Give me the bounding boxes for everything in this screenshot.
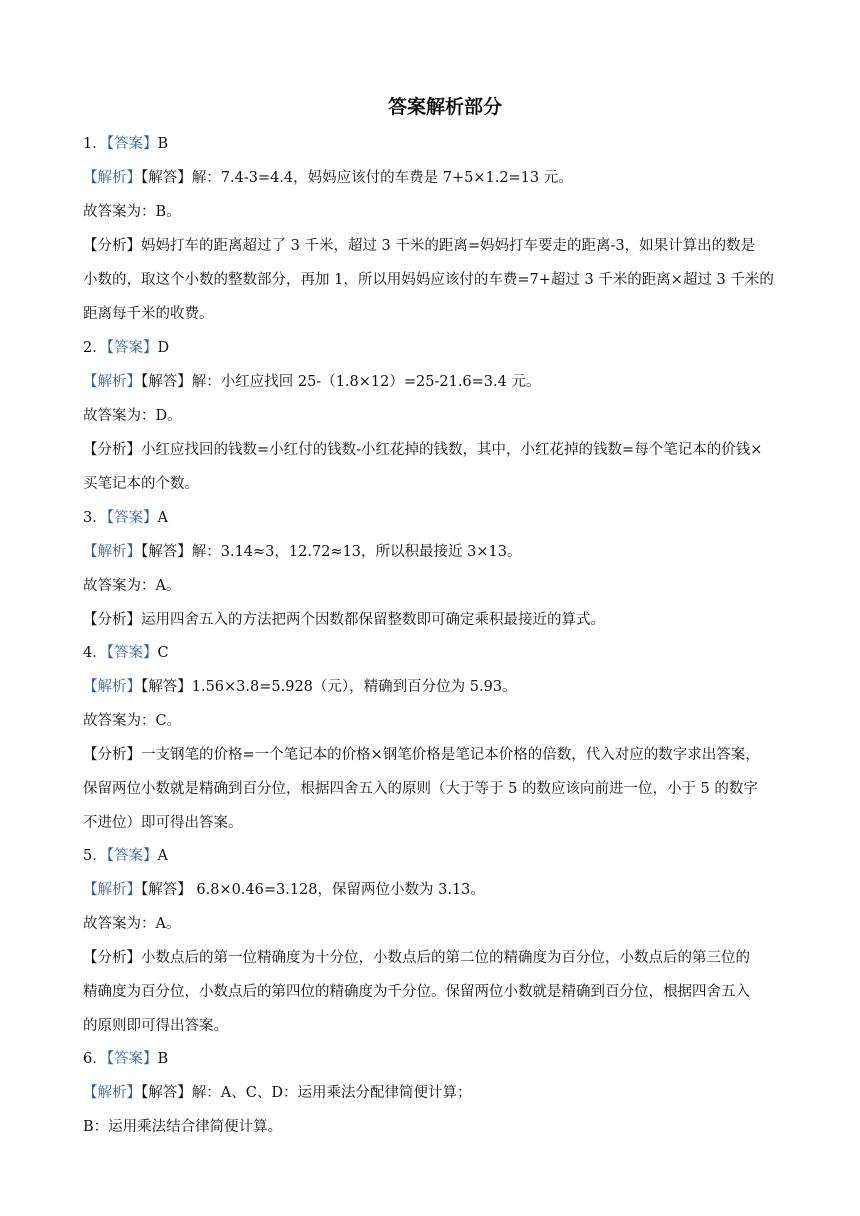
answer-value: B <box>157 136 169 152</box>
analysis-4-line-3: 不进位）即可得出答案。 <box>83 815 243 831</box>
answer-tag: 【答案】 <box>106 510 158 526</box>
solution-line-6 <box>83 1083 471 1103</box>
analysis-4-line-1: 【分析】一支钢笔的价格=一个笔记本的价格×钢笔价格是笔记本价格的倍数，代入对应的数字求出答案， <box>83 747 760 763</box>
page-title: 答案解析部分 <box>387 96 502 118</box>
item-number: 3． <box>83 510 107 526</box>
analysis-2-line-2: 买笔记本的个数。 <box>83 476 199 492</box>
solution-text: 【解答】解：小红应找回 25-（1.8×12）=25-21.6=3.4 元。 <box>141 374 541 390</box>
answer-line-4 <box>83 643 169 663</box>
item-number: 5． <box>83 848 107 864</box>
analysis-5-line-1: 【分析】小数点后的第一位精确度为十分位，小数点后的第二位的精确度为百分位，小数点后的第三位的 <box>83 950 750 966</box>
jiexi-tag: 【解析】 <box>83 882 141 898</box>
item-number: 2． <box>83 340 107 356</box>
solution-text: 【解答】解：7.4-3=4.4，妈妈应该付的车费是 7+5×1.2=13 元。 <box>141 170 573 186</box>
solution-line-5 <box>83 880 485 900</box>
analysis-tag: 【分析】 <box>83 238 141 254</box>
analysis-5-line-3: 的原则即可得出答案。 <box>83 1018 228 1034</box>
solution-line-6b: B：运用乘法结合律简便计算。 <box>83 1119 283 1135</box>
answer-line-6 <box>83 1049 168 1069</box>
conclusion-4: 故答案为：C。 <box>83 713 182 729</box>
answer-tag: 【答案】 <box>106 340 158 356</box>
item-number: 4． <box>83 645 107 661</box>
solution-line-1 <box>83 168 573 188</box>
conclusion-1: 故答案为：B。 <box>83 204 181 220</box>
analysis-tag: 【分析】 <box>83 950 141 966</box>
answer-value: B <box>157 1051 169 1067</box>
answer-tag: 【答案】 <box>106 645 158 661</box>
jiexi-tag: 【解析】 <box>83 544 141 560</box>
analysis-2-line-1: 【分析】小红应找回的钱数=小红付的钱数-小红花掉的钱数，其中，小红花掉的钱数=每个笔记本的价钱× <box>83 442 763 458</box>
item-number: 1． <box>83 136 107 152</box>
solution-line-2 <box>83 372 540 392</box>
analysis-tag: 【分析】 <box>83 747 141 763</box>
answer-value: D <box>157 340 170 356</box>
solution-line-3 <box>83 542 521 562</box>
answer-tag: 【答案】 <box>106 136 158 152</box>
answer-value: A <box>157 848 168 864</box>
jiexi-tag: 【解析】 <box>83 170 141 186</box>
answer-tag: 【答案】 <box>106 1051 158 1067</box>
jiexi-tag: 【解析】 <box>83 374 141 390</box>
solution-text: 【解答】1.56×3.8=5.928（元），精确到百分位为 5.93。 <box>141 679 517 695</box>
solution-text: 【解答】解：A、C、D：运用乘法分配律简便计算； <box>141 1085 472 1101</box>
analysis-tag: 【分析】 <box>83 612 141 628</box>
conclusion-3: 故答案为：A。 <box>83 578 181 594</box>
answer-line-2 <box>83 338 169 358</box>
conclusion-5: 故答案为：A。 <box>83 916 181 932</box>
item-number: 6． <box>83 1051 107 1067</box>
answer-tag: 【答案】 <box>106 848 158 864</box>
solution-line-4 <box>83 677 517 697</box>
analysis-3-line-1: 【分析】运用四舍五入的方法把两个因数都保留整数即可确定乘积最接近的算式。 <box>83 612 605 628</box>
answer-value: A <box>157 510 168 526</box>
answer-line-1 <box>83 134 168 154</box>
jiexi-tag: 【解析】 <box>83 679 141 695</box>
jiexi-tag: 【解析】 <box>83 1085 141 1101</box>
answer-line-3 <box>83 508 168 528</box>
solution-text: 【解答】 6.8×0.46=3.128，保留两位小数为 3.13。 <box>141 882 485 898</box>
analysis-tag: 【分析】 <box>83 442 141 458</box>
answer-value: C <box>157 645 169 661</box>
solution-text: 【解答】解：3.14≈3，12.72≈13，所以积最接近 3×13。 <box>141 544 522 560</box>
analysis-5-line-2: 精确度为百分位，小数点后的第四位的精确度为千分位。保留两位小数就是精确到百分位，根据四舍五入 <box>83 984 750 1000</box>
analysis-1-line-3: 距离每千米的收费。 <box>83 306 214 322</box>
conclusion-2: 故答案为：D。 <box>83 408 182 424</box>
analysis-1-line-1: 【分析】妈妈打车的距离超过了 3 千米，超过 3 千米的距离=妈妈打车要走的距离-3，如果计算出的数是 <box>83 238 756 254</box>
answer-line-5 <box>83 846 168 866</box>
analysis-4-line-2: 保留两位小数就是精确到百分位，根据四舍五入的原则（大于等于 5 的数应该向前进一位，小于 5 的数字 <box>83 781 758 797</box>
analysis-1-line-2: 小数的，取这个小数的整数部分，再加 1，所以用妈妈应该付的车费=7+超过 3 千米的距离×超过 3 千米的 <box>83 272 774 288</box>
